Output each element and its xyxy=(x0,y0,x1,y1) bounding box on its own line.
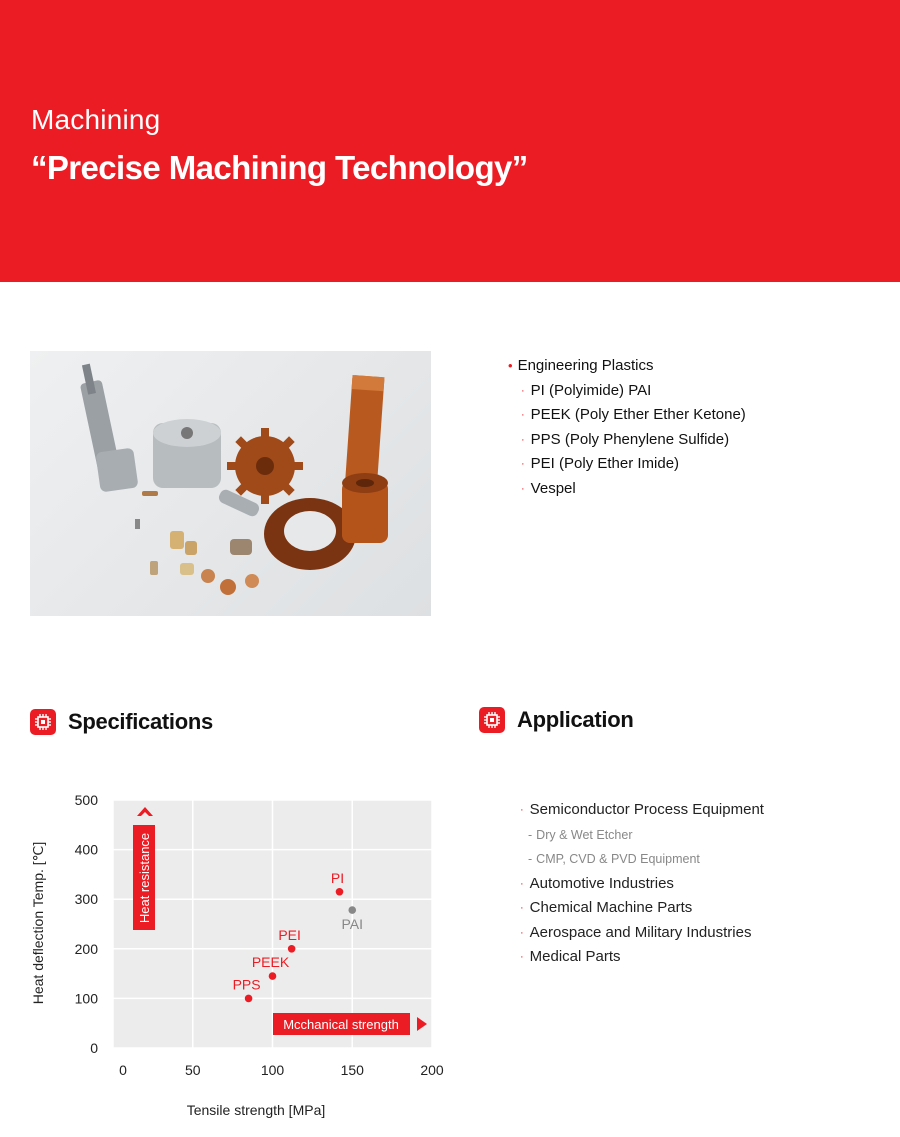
list-item xyxy=(508,428,746,453)
specifications-chart xyxy=(0,780,460,1132)
list-item xyxy=(508,403,746,428)
y-tick-label: 300 xyxy=(74,891,98,908)
x-tick-label: 100 xyxy=(260,1062,285,1078)
y-tick-label: 200 xyxy=(74,940,98,957)
materials-heading-label: Engineering Plastics xyxy=(517,357,654,374)
header-subtitle: Machining xyxy=(31,104,161,135)
data-label: PAI xyxy=(341,916,364,933)
data-label: PPS xyxy=(232,976,261,993)
list-item xyxy=(520,945,764,970)
bullet-icon: · xyxy=(520,804,524,816)
chip-icon xyxy=(479,707,505,733)
list-item xyxy=(520,798,764,823)
y-tick-label: 400 xyxy=(74,841,98,858)
list-item xyxy=(520,921,764,946)
product-photo xyxy=(30,351,431,616)
x-tick-label: 150 xyxy=(340,1062,364,1078)
data-point xyxy=(348,906,356,914)
list-subitem: - Dry & Wet Etcher xyxy=(520,823,764,848)
specifications-heading xyxy=(30,709,213,735)
bullet-icon: · xyxy=(520,902,524,914)
bullet-icon: • xyxy=(508,358,513,373)
list-item xyxy=(508,452,746,477)
application-label: Semiconductor Process Equipment xyxy=(529,801,764,818)
bullet-icon: · xyxy=(521,433,525,446)
data-label: PI xyxy=(330,869,345,886)
y-axis-label: Heat deflection Temp. [℃] xyxy=(30,841,46,1005)
materials-heading xyxy=(508,354,746,379)
data-point xyxy=(336,888,344,896)
materials-list xyxy=(508,354,746,501)
specifications-title: Specifications xyxy=(68,709,213,734)
x-tick-label: 200 xyxy=(420,1062,444,1078)
bullet-icon: · xyxy=(521,409,525,421)
y-tick-label: 100 xyxy=(74,990,98,1007)
bullet-icon: · xyxy=(520,877,524,890)
material-label: PI (Polyimide) PAI xyxy=(530,381,652,399)
application-label: Aerospace and Military Industries xyxy=(529,923,752,941)
x-tick-label: 50 xyxy=(184,1062,201,1078)
application-sublabel: Dry & Wet Etcher xyxy=(536,827,633,842)
application-list xyxy=(520,798,764,970)
application-label: Automotive Industries xyxy=(529,874,674,892)
header-title: “Precise Machining Technology” xyxy=(31,149,528,186)
application-sublabel: CMP, CVD & PVD Equipment xyxy=(536,852,700,866)
bullet-icon: · xyxy=(521,458,525,470)
list-item xyxy=(508,379,746,404)
material-label: PEEK (Poly Ether Ether Ketone) xyxy=(530,406,746,423)
data-point xyxy=(269,972,277,980)
scatter-chart xyxy=(0,780,460,1132)
bullet-icon: · xyxy=(521,482,525,495)
list-subitem: - CMP, CVD & PVD Equipment xyxy=(520,847,764,872)
machined-parts-illustration xyxy=(30,351,431,616)
bullet-icon: · xyxy=(520,951,524,963)
application-label: Chemical Machine Parts xyxy=(529,899,693,916)
data-label: PEEK xyxy=(251,954,290,971)
application-heading xyxy=(479,707,633,733)
list-item xyxy=(520,872,764,897)
bullet-icon: · xyxy=(520,926,524,939)
x-tick-label: 0 xyxy=(119,1062,127,1078)
application-title: Application xyxy=(517,707,634,732)
y-tick-label: 0 xyxy=(90,1040,98,1056)
x-axis-label: Tensile strength [MPa] xyxy=(186,1102,326,1118)
y-tick-label: 500 xyxy=(74,792,98,808)
header-banner xyxy=(0,0,900,282)
heat-resistance-label: Heat resistance xyxy=(137,832,152,924)
list-item xyxy=(508,477,746,502)
mechanical-strength-label: Mcchanical strength xyxy=(283,1017,399,1032)
data-label: PEI xyxy=(278,926,301,943)
data-point xyxy=(288,945,296,953)
list-item xyxy=(520,896,764,921)
material-label: PEI (Poly Ether Imide) xyxy=(530,455,680,472)
material-label: Vespel xyxy=(530,479,576,497)
application-label: Medical Parts xyxy=(529,948,621,965)
material-label: PPS (Poly Phenylene Sulfide) xyxy=(530,430,730,448)
bullet-icon: · xyxy=(521,384,525,397)
chip-icon xyxy=(30,709,56,735)
data-point xyxy=(245,995,253,1003)
